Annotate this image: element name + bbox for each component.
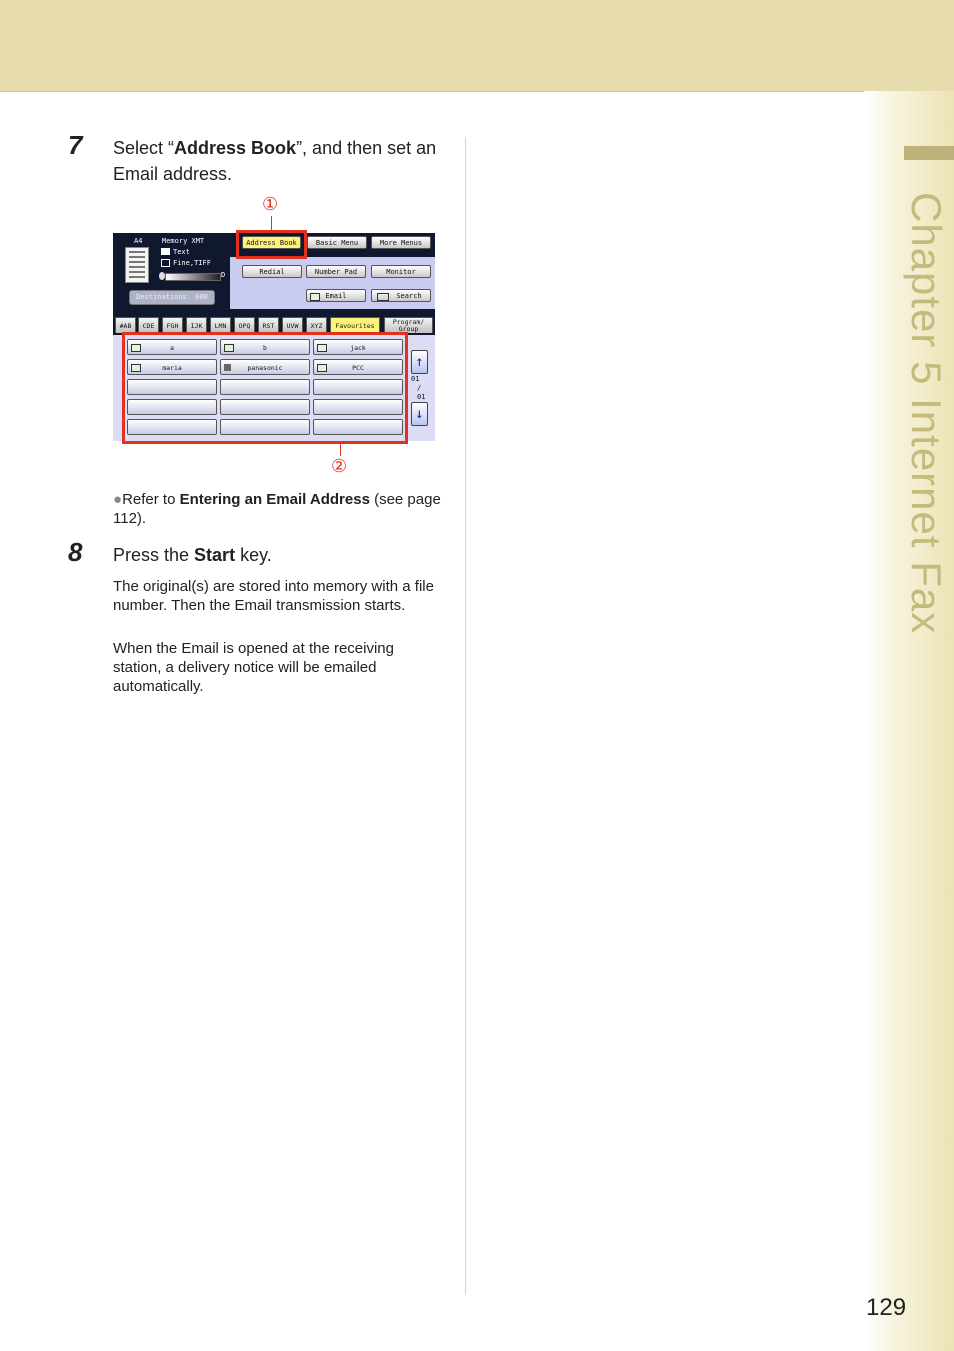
status-panel [113, 233, 230, 309]
monitor-button[interactable]: Monitor [371, 265, 431, 278]
step-8-text-after: key. [235, 545, 272, 565]
callout-1: ① [262, 194, 279, 215]
entry-label: a [170, 344, 174, 352]
highlight-address-list [122, 332, 408, 444]
redial-button[interactable]: Redial [242, 265, 302, 278]
step-7-text-before: Select “ [113, 138, 175, 158]
tab-program-group[interactable] [384, 317, 433, 333]
basic-menu-button[interactable]: Basic Menu [307, 236, 367, 249]
search-button[interactable] [371, 289, 431, 302]
callout-2-line [340, 444, 341, 456]
function-button-area [230, 257, 435, 309]
destinations-button[interactable]: Destinations: 000 [129, 290, 215, 305]
entry-label: PCC [352, 364, 364, 372]
step-8-text-bold: Start [194, 545, 236, 565]
email-icon [310, 293, 320, 301]
address-book-button[interactable]: Address Book [242, 236, 301, 249]
step-8-text-before: Press the [113, 545, 195, 565]
program-label: Program/ [392, 318, 425, 326]
tab-fgh[interactable]: FGH [162, 317, 183, 333]
document-icon [125, 247, 149, 283]
arrow-up-icon: ↑ [415, 354, 424, 370]
step-8-text [113, 542, 443, 568]
search-button-label: Search [396, 292, 422, 300]
scroll-down-button[interactable] [411, 402, 428, 426]
number-pad-button[interactable]: Number Pad [306, 265, 366, 278]
book-icon [377, 293, 389, 301]
paper-size: A4 [134, 237, 143, 245]
note-prefix: Refer to [122, 491, 180, 508]
entry-label: b [263, 344, 267, 352]
step-8-number: 8 [68, 537, 83, 567]
step-8-paragraph-1: The original(s) are stored into memory with a file number. Then the Email transmission starts. [113, 578, 434, 614]
tab-cde[interactable]: CDE [138, 317, 159, 333]
page-separator: / [417, 384, 422, 392]
resolution-icon [161, 259, 170, 267]
quality-icon [161, 248, 170, 255]
step-7-number: 7 [68, 130, 83, 160]
page-number: 129 [866, 1294, 907, 1321]
entry-label: jack [350, 344, 366, 352]
step-7-text-bold: Address Book [174, 138, 297, 158]
density-bar [165, 273, 221, 281]
note-suffix: (see page 112). [113, 491, 441, 527]
step-7-text [113, 135, 443, 187]
more-menus-button[interactable]: More Menus [371, 236, 431, 249]
entry-label: panasonic [247, 364, 283, 372]
column-divider [465, 137, 466, 1295]
group-label: Group [398, 325, 419, 333]
reference-note [113, 490, 443, 528]
tab-rst[interactable]: RST [258, 317, 279, 333]
callout-2: ② [331, 456, 348, 477]
page-total: 01 [417, 393, 426, 401]
memory-mode: Memory XMT [162, 237, 205, 245]
tab-xyz[interactable]: XYZ [306, 317, 327, 333]
bullet-icon: ● [113, 491, 123, 508]
scroll-up-button[interactable] [411, 350, 428, 374]
tab-opq[interactable]: OPQ [234, 317, 255, 333]
step-7-text-after: ”, and then set an Email address. [113, 138, 437, 184]
step-8-paragraph-2: When the Email is opened at the receiving station, a delivery notice will be emailed automatically. [113, 640, 394, 695]
tab-uvw[interactable]: UVW [282, 317, 303, 333]
note-link-text: Entering an Email Address [179, 491, 370, 508]
chapter-marker-bar [904, 146, 954, 160]
arrow-down-icon: ↓ [415, 406, 424, 422]
email-button[interactable] [306, 289, 366, 302]
page-current: 01 [411, 375, 420, 383]
tab-favourites[interactable]: Favourites [330, 317, 380, 333]
header-band [0, 0, 954, 92]
chapter-label: Chapter 5 Internet Fax [903, 192, 950, 635]
highlight-address-book [236, 230, 307, 259]
entry-label: maria [162, 364, 182, 372]
resolution-mode: Fine,TIFF [173, 259, 211, 267]
tab-ab[interactable]: #AB [115, 317, 136, 333]
tab-ijk[interactable]: IJK [186, 317, 207, 333]
email-button-label: Email [325, 292, 347, 300]
tab-lmn[interactable]: LMN [210, 317, 231, 333]
quality-mode: Text [173, 248, 190, 256]
density-mark: D [221, 271, 226, 279]
